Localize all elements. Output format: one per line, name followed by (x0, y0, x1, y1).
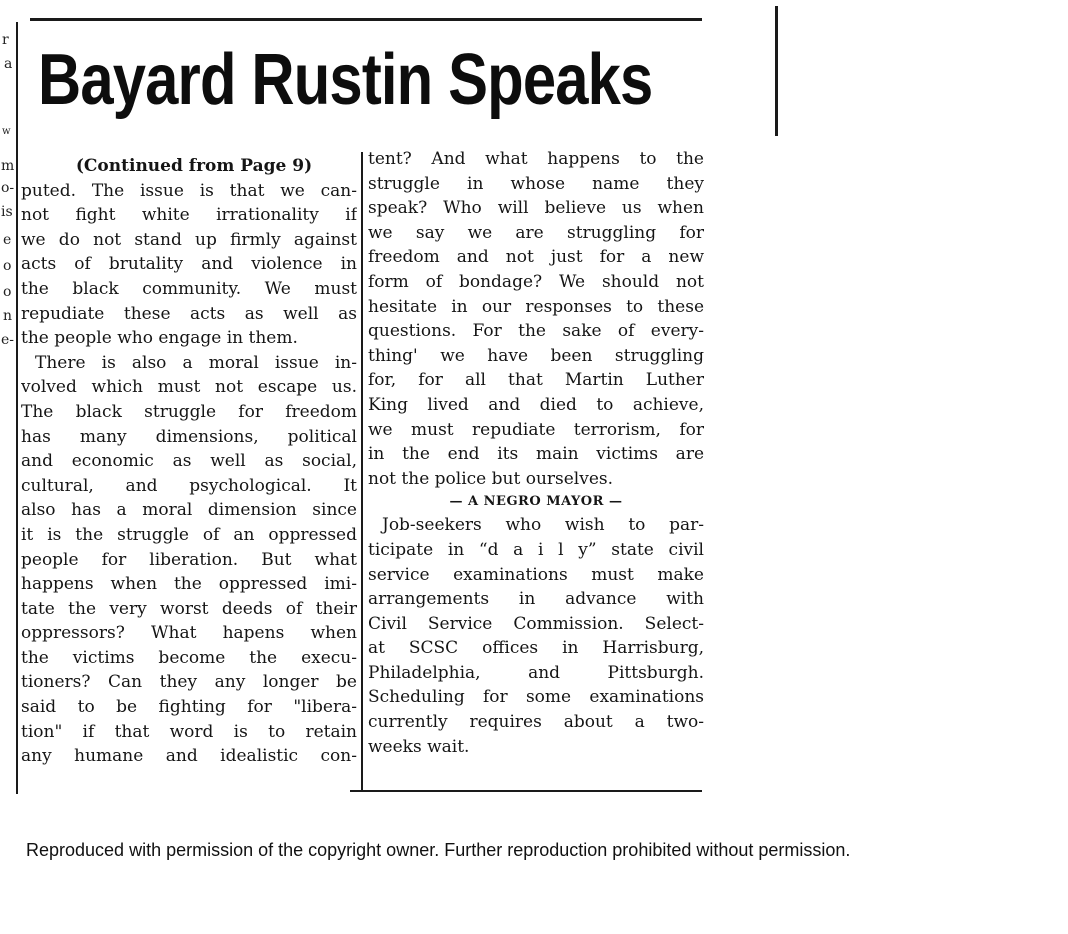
text-line: speak? Who will believe us when (368, 198, 704, 219)
section-dateline: — A NEGRO MAYOR — (449, 494, 623, 510)
text-line: King lived and died to achieve, (368, 394, 704, 415)
text-line: we must repudiate terrorism, for (368, 419, 704, 440)
text-line: repudiate these acts as well as (21, 303, 357, 324)
edge-fragment: r (2, 32, 9, 48)
text-line: the black community. We must (21, 278, 357, 299)
text-line: the victims become the execu- (21, 647, 357, 668)
text-line: freedom and not just for a new (368, 247, 704, 268)
text-line: not fight white irrationality if (21, 205, 357, 226)
text-line: Philadelphia, and Pittsburgh. (368, 662, 704, 683)
text-line: happens when the oppressed imi- (21, 574, 357, 595)
text-line: in the end its main victims are (368, 444, 704, 465)
text-line: tion" if that word is to retain (21, 721, 357, 742)
top-rule (30, 18, 702, 21)
text-line: puted. The issue is that we can- (21, 180, 357, 201)
text-line: currently requires about a two- (368, 712, 704, 733)
text-line: acts of brutality and violence in (21, 254, 357, 275)
text-line: oppressors? What hapens when (21, 623, 357, 644)
edge-fragment: w (2, 126, 11, 137)
text-line: tent? And what happens to the (368, 149, 704, 169)
edge-fragment: o- (1, 180, 15, 196)
text-line: we do not stand up firmly against (21, 229, 357, 250)
edge-fragment: is (1, 204, 13, 220)
edge-fragment: o (3, 284, 12, 300)
text-line: Scheduling for some examinations (368, 687, 704, 708)
text-line: cultural, and psychological. It (21, 475, 357, 496)
text-line: ticipate in “d a i l y” state civil (368, 539, 704, 560)
text-line: weeks wait. (368, 736, 470, 757)
right-edge-rule (775, 6, 778, 136)
text-line: tioners? Can they any longer be (21, 672, 357, 693)
text-line: we say we are struggling for (368, 222, 704, 243)
text-line: said to be fighting for "libera- (21, 697, 357, 718)
text-line: for, for all that Martin Luther (368, 370, 704, 391)
text-line: it is the struggle of an oppressed (21, 524, 357, 545)
text-line: thing' we have been struggling (368, 345, 704, 366)
article-column-left (21, 154, 357, 769)
text-line: at SCSC offices in Harrisburg, (368, 638, 704, 659)
text-line: struggle in whose name they (368, 173, 704, 194)
text-line: questions. For the sake of every- (368, 321, 704, 342)
text-line: not the police but ourselves. (368, 468, 614, 489)
article-headline: Bayard Rustin Speaks (38, 40, 653, 120)
text-line: tate the very worst deeds of their (21, 598, 357, 619)
text-line: There is also a moral issue in- (35, 352, 357, 373)
edge-fragment: e- (1, 332, 15, 348)
text-line: also has a moral dimension since (21, 500, 357, 521)
text-line: Job-seekers who wish to par- (382, 515, 704, 536)
text-line: and economic as well as social, (21, 451, 357, 472)
text-line: any humane and idealistic con- (21, 746, 357, 767)
copyright-notice: Reproduced with permission of the copyright owner. Further reproduction prohibited without permission. (26, 840, 851, 860)
left-margin-rule (16, 22, 18, 794)
text-line: hesitate in our responses to these (368, 296, 704, 317)
text-line: has many dimensions, political (21, 426, 357, 447)
edge-fragment: e (3, 232, 12, 248)
text-line: service examinations must make (368, 564, 704, 585)
column-divider-rule (361, 152, 363, 792)
text-line: arrangements in advance with (368, 589, 704, 610)
text-line: Civil Service Commission. Select- (368, 613, 704, 634)
edge-fragment: m (1, 158, 15, 174)
text-line: volved which must not escape us. (21, 377, 357, 398)
article-column-right (368, 147, 704, 759)
text-line: The black struggle for freedom (21, 401, 357, 422)
continued-from-line: (Continued from Page 9) (75, 156, 313, 176)
edge-fragment: a (4, 56, 13, 72)
edge-fragment: o (3, 258, 12, 274)
text-line: the people who engage in them. (21, 328, 298, 349)
text-line: form of bondage? We should not (368, 271, 704, 292)
edge-fragment: n (3, 308, 13, 324)
text-line: people for liberation. But what (21, 549, 357, 570)
bottom-rule (350, 790, 702, 792)
